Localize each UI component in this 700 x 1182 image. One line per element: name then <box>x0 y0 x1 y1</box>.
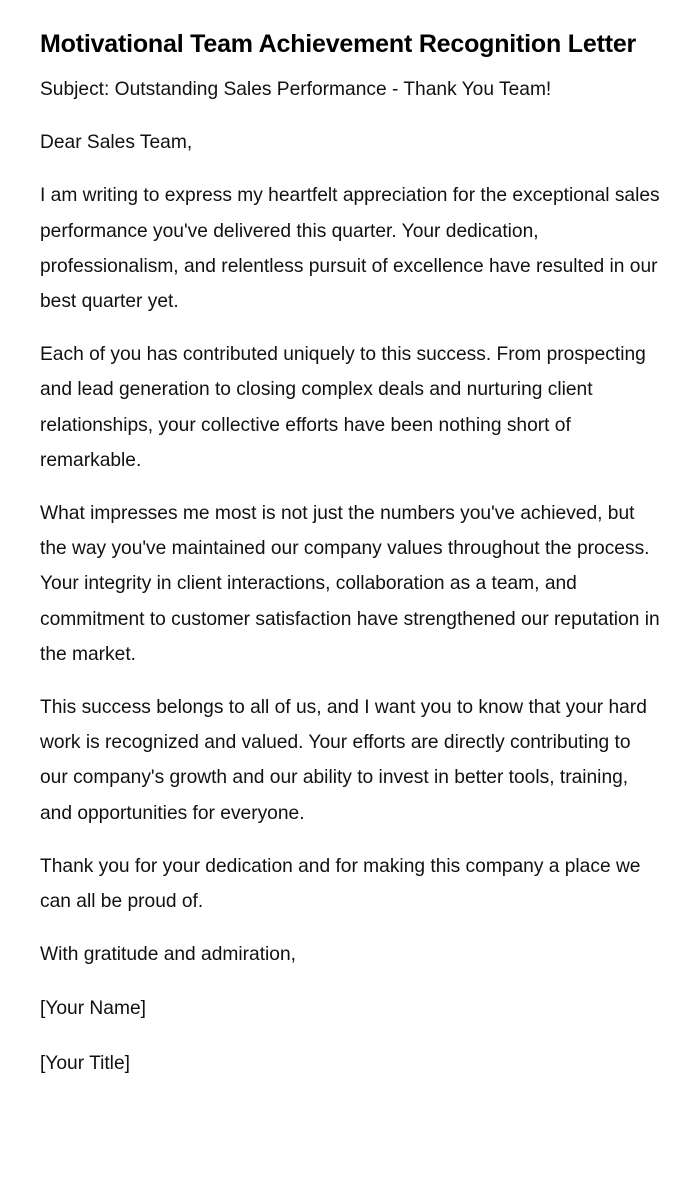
letter-closing: With gratitude and admiration, <box>40 944 296 966</box>
letter-paragraph-1: I am writing to express my heartfelt appreciation for the exceptional sales performance you've delivered this quarter. Your dedication, professionalism, and relentless pursuit of excellence have resulted in our best quarter yet. <box>40 185 660 313</box>
letter-paragraph-2: Each of you has contributed uniquely to this success. From prospecting and lead generation to closing complex deals and nurturing client relationships, your collective efforts have been nothing short of remarkable. <box>40 344 646 471</box>
signature-title: [Your Title] <box>40 1052 130 1074</box>
letter-subject: Subject: Outstanding Sales Performance - Thank You Team! <box>40 79 552 100</box>
letter-title: Motivational Team Achievement Recognition Letter <box>40 30 637 58</box>
letter-paragraph-4: This success belongs to all of us, and I want you to know that your hard work is recognized and valued. Your efforts are directly contributing to our company's growth and our ability to invest in better tools, training, and opportunities for everyone. <box>40 697 647 824</box>
letter-paragraph-3: What impresses me most is not just the numbers you've achieved, but the way you've maintained our company values throughout the process. Your integrity in client interactions, collaboration as a team, and commitment to customer satisfaction have strengthened our reputation in the market. <box>40 503 660 665</box>
letter-paragraph-5: Thank you for your dedication and for making this company a place we can all be proud of. <box>40 855 641 913</box>
letter-salutation: Dear Sales Team, <box>40 132 193 154</box>
signature-name: [Your Name] <box>40 998 146 1020</box>
